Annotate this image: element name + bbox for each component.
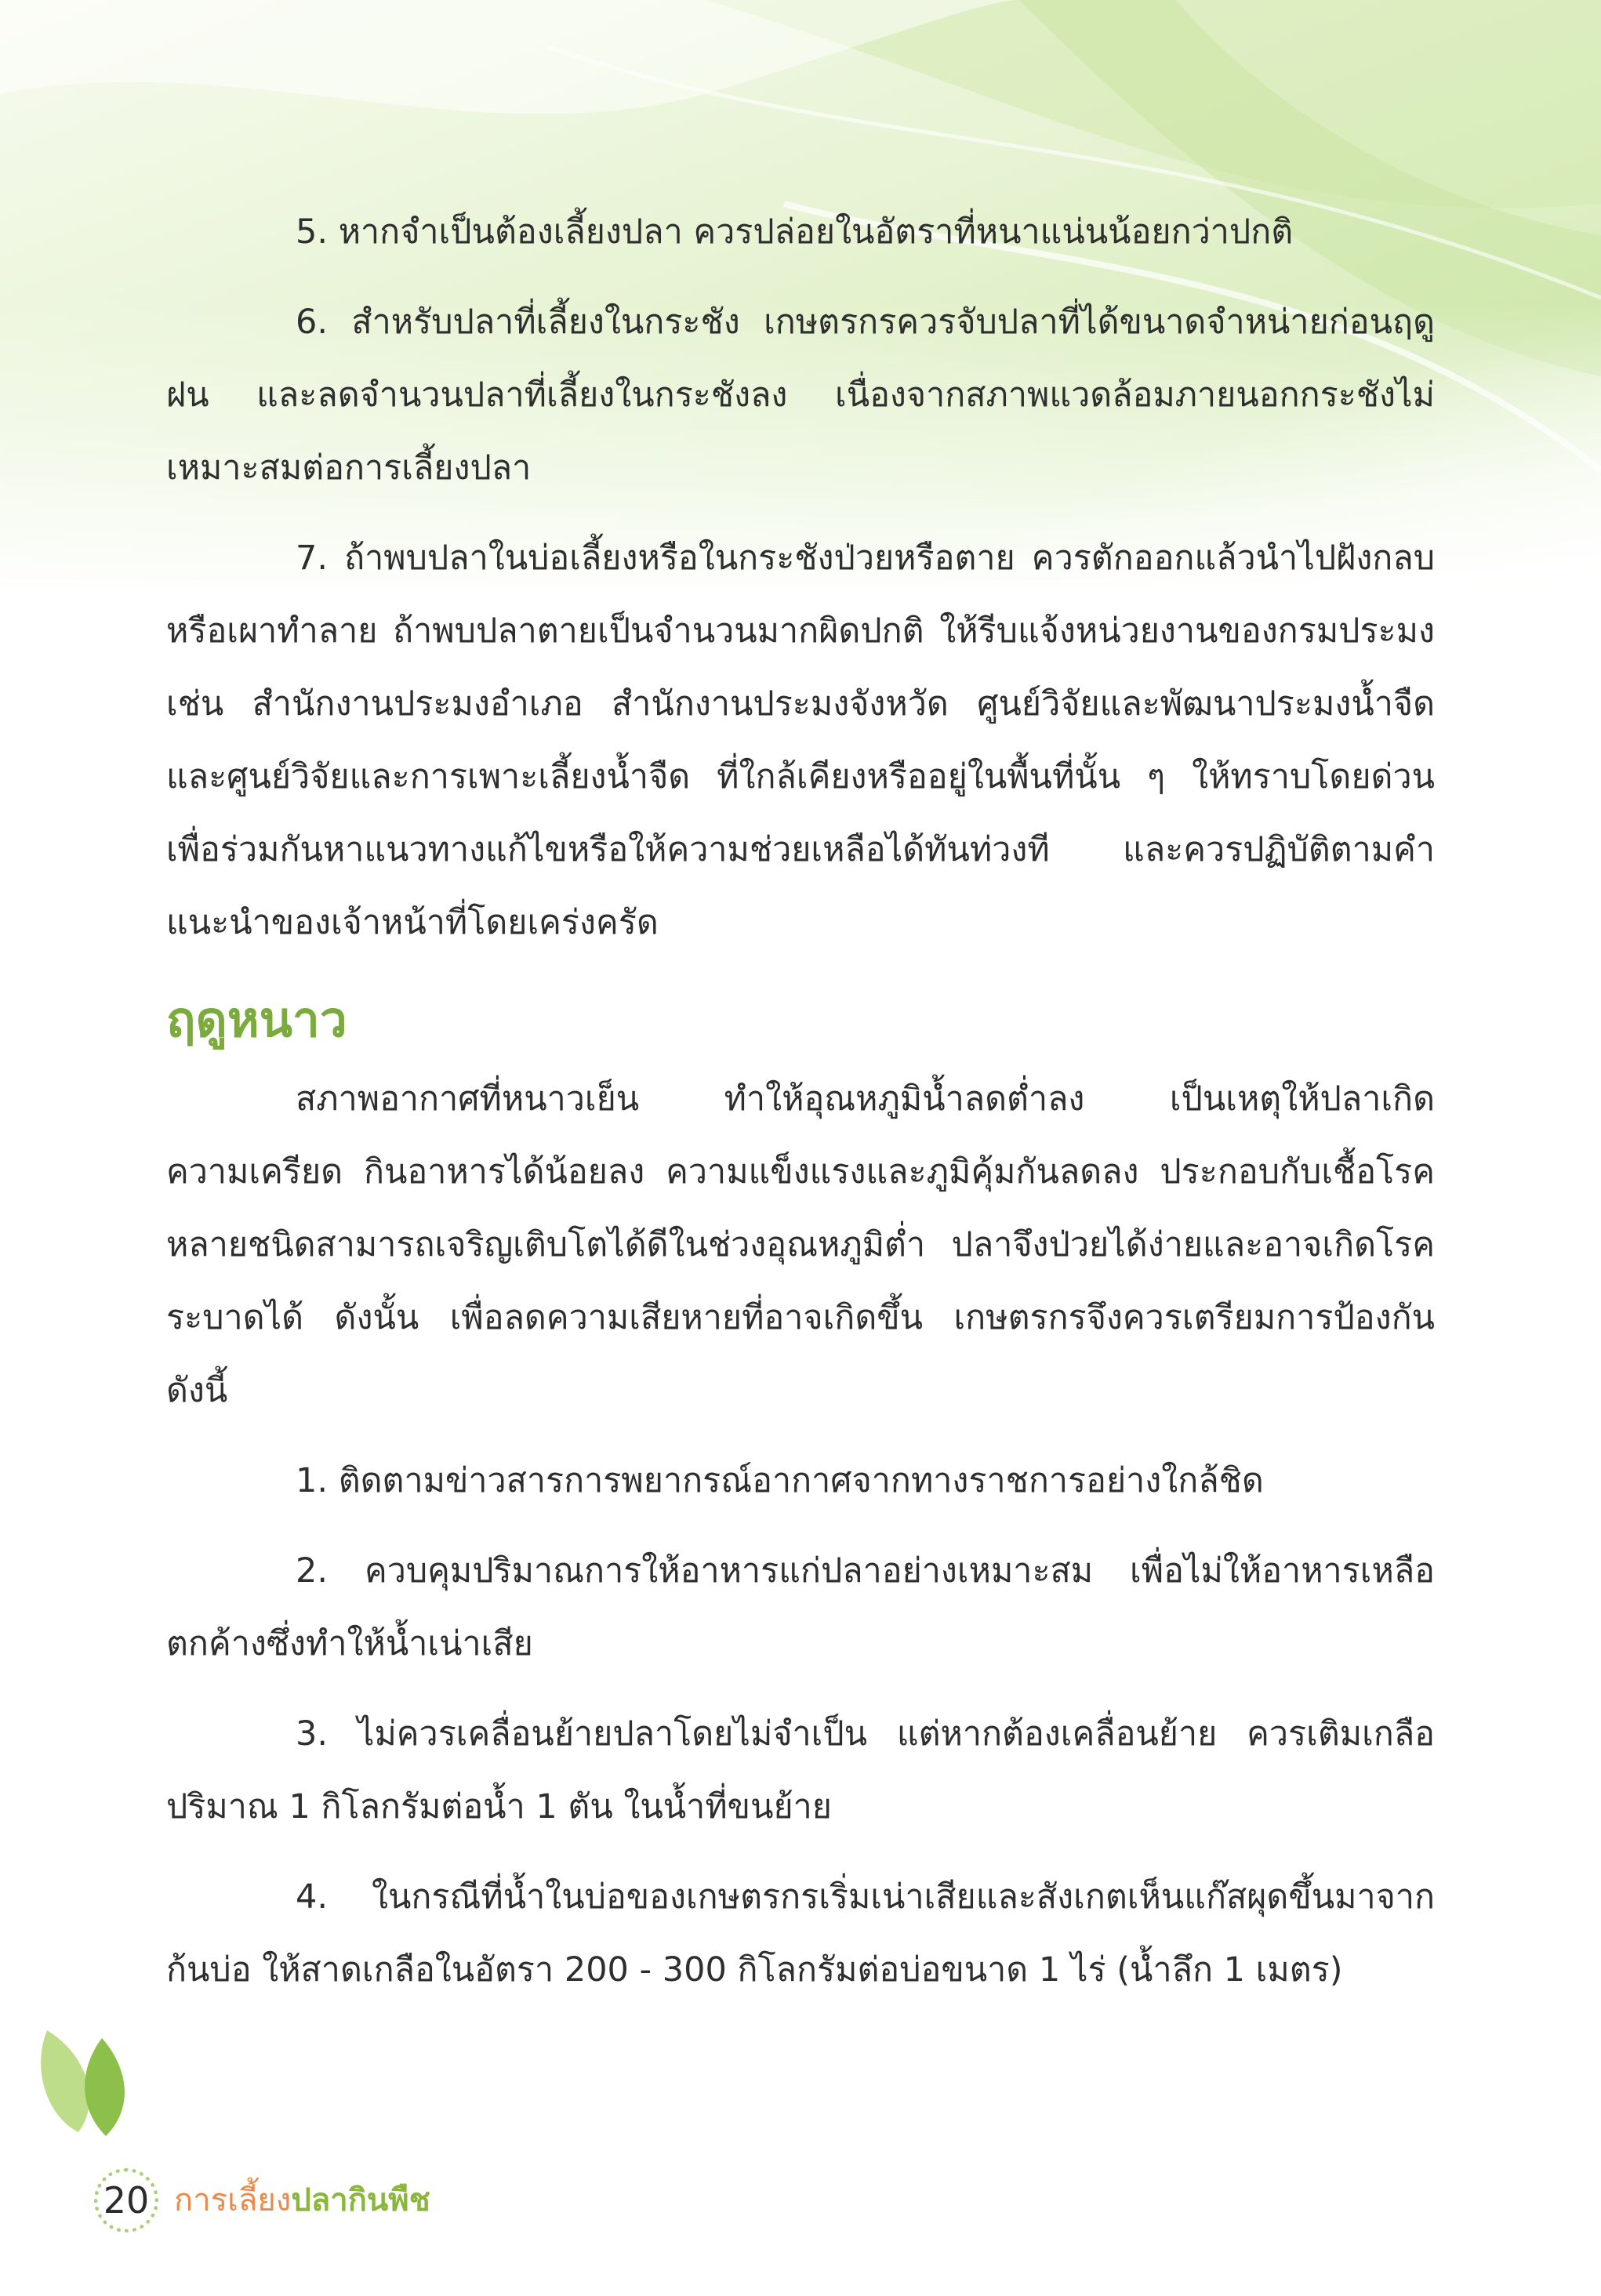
page-number: 20 xyxy=(103,2179,150,2222)
list-item-1: 1. ติดตามข่าวสารการพยากรณ์อากาศจากทางราชการอย่างใกล้ชิด xyxy=(296,1461,1264,1500)
list-item-7: 7. ถ้าพบปลาในบ่อเลี้ยงหรือในกระชังป่วยหรือตาย ควรตักออกแล้วนำไปฝังกลบหรือเผาทำลาย ถ้าพบปลาตายเป็นจำนวนมากผิดปกติ ให้รีบแจ้งหน่วยงานของกรมประมง เช่น สำนักงานประมงอำเภอ สำนักงานประมงจังหวัด ศูนย์วิจัยและพัฒนาประมงน้ำจืด และศูนย์วิจัยและการเพาะเลี้ยงน้ำจืด ที่ใกล้เคียงหรืออยู่ในพื้นที่นั้น ๆ ให้ทราบโดยด่วน เพื่อร่วมกันหาแนวทางแก้ไขหรือให้ความช่วยเหลือได้ทันท่วงที และควรปฏิบัติตามคำแนะนำของเจ้าหน้าที่โดยเคร่งครัด xyxy=(166,539,1435,942)
list-item-4: 4. ในกรณีที่น้ำในบ่อของเกษตรกรเริ่มเน่าเสียและสังเกตเห็นแก๊สผุดขึ้นมาจากก้นบ่อ ให้สาดเกลือในอัตรา 200 - 300 กิโลกรัมต่อบ่อขนาด 1 ไร่ (น้ำลึก 1 เมตร) xyxy=(166,1877,1435,1990)
leaf-icon xyxy=(31,2022,133,2140)
page-footer xyxy=(31,2022,580,2258)
book-title-light: การเลี้ยง xyxy=(174,2182,292,2218)
list-item-2: 2. ควบคุมปริมาณการให้อาหารแก่ปลาอย่างเหมาะสม เพื่อไม่ให้อาหารเหลือตกค้างซึ่งทำให้น้ำเน่าเสีย xyxy=(166,1551,1435,1663)
section-heading: ฤดูหนาว xyxy=(166,991,347,1048)
list-item-3: 3. ไม่ควรเคลื่อนย้ายปลาโดยไม่จำเป็น แต่หากต้องเคลื่อนย้าย ควรเติมเกลือปริมาณ 1 กิโลกรัมต่อน้ำ 1 ตัน ในน้ำที่ขนย้าย xyxy=(166,1714,1435,1826)
intro-paragraph: สภาพอากาศที่หนาวเย็น ทำให้อุณหภูมิน้ำลดต่ำลง เป็นเหตุให้ปลาเกิดความเครียด กินอาหารได้น้อยลง ความแข็งแรงและภูมิคุ้มกันลดลง ประกอบกับเชื้อโรคหลายชนิดสามารถเจริญเติบโตได้ดีในช่วงอุณหภูมิต่ำ ปลาจึงป่วยได้ง่ายและอาจเกิดโรคระบาดได้ ดังนั้น เพื่อลดความเสียหายที่อาจเกิดขึ้น เกษตรกรจึงควรเตรียมการป้องกัน ดังนี้ xyxy=(166,1079,1435,1410)
page-content xyxy=(166,196,1435,2024)
book-title-bold: ปลากินพืช xyxy=(291,2182,430,2218)
list-item-6: 6. สำหรับปลาที่เลี้ยงในกระชัง เกษตรกรควรจับปลาที่ได้ขนาดจำหน่ายก่อนฤดูฝน และลดจำนวนปลาที่เลี้ยงในกระชังลง เนื่องจากสภาพแวดล้อมภายนอกกระชังไม่เหมาะสมต่อการเลี้ยงปลา xyxy=(166,303,1435,488)
book-title xyxy=(174,2174,430,2226)
list-item-5: 5. หากจำเป็นต้องเลี้ยงปลา ควรปล่อยในอัตราที่หนาแน่นน้อยกว่าปกติ xyxy=(296,212,1294,252)
